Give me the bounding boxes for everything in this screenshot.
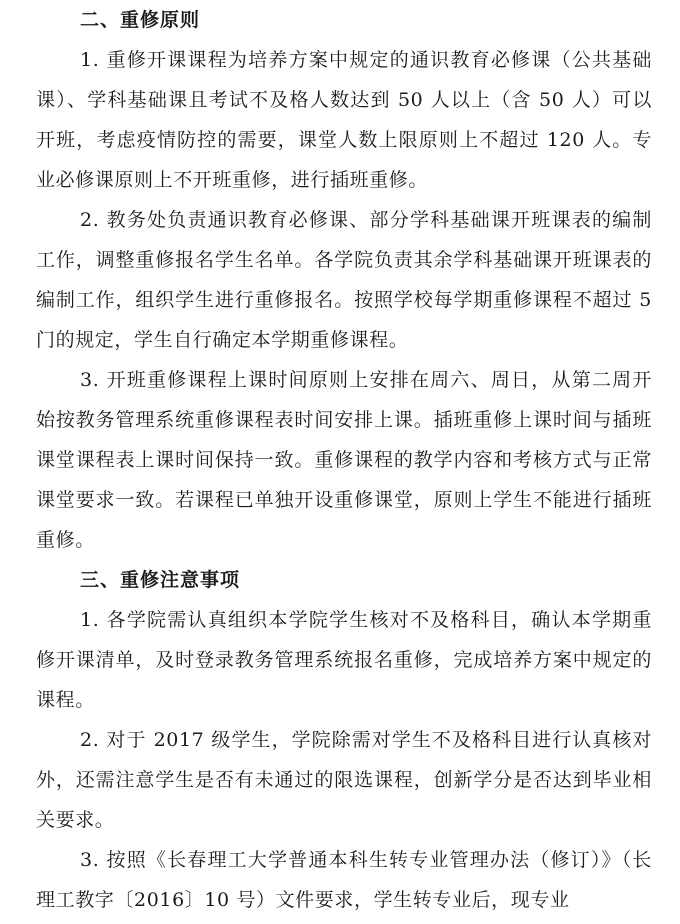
paragraph-principle-1: 1. 重修开课课程为培养方案中规定的通识教育必修课（公共基础课）、学科基础课且考试不及格人数达到 50 人以上（含 50 人）可以开班，考虑疫情防控的需要，课堂人数上限原则上不超过 120 人。专业必修课原则上不开班重修，进行插班重修。 <box>36 49 652 191</box>
paragraph-note-2: 2. 对于 2017 级学生，学院除需对学生不及格科目进行认真核对外，还需注意学生是否有未通过的限选课程，创新学分是否达到毕业相关要求。 <box>36 729 652 831</box>
paragraph-note-3: 3. 按照《长春理工大学普通本科生转专业管理办法（修订）》（长理工教字〔2016〕10 号）文件要求，学生转专业后，现专业 <box>36 849 652 911</box>
section-heading-notes: 三、重修注意事项 <box>80 569 241 591</box>
paragraph-principle-2: 2. 教务处负责通识教育必修课、部分学科基础课开班课表的编制工作，调整重修报名学生名单。各学院负责其余学科基础课开班课表的编制工作，组织学生进行重修报名。按照学校每学期重修课程不超过 5 门的规定，学生自行确定本学期重修课程。 <box>36 209 652 351</box>
paragraph-principle-3: 3. 开班重修课程上课时间原则上安排在周六、周日，从第二周开始按教务管理系统重修课程表时间安排上课。插班重修上课时间与插班课堂课程表上课时间保持一致。重修课程的教学内容和考核方式与正常课堂要求一致。若课程已单独开设重修课堂，原则上学生不能进行插班重修。 <box>36 369 652 551</box>
paragraph-note-1: 1. 各学院需认真组织本学院学生核对不及格科目，确认本学期重修开课清单，及时登录教务管理系统报名重修，完成培养方案中规定的课程。 <box>36 609 652 711</box>
section-heading-principles: 二、重修原则 <box>80 9 201 31</box>
